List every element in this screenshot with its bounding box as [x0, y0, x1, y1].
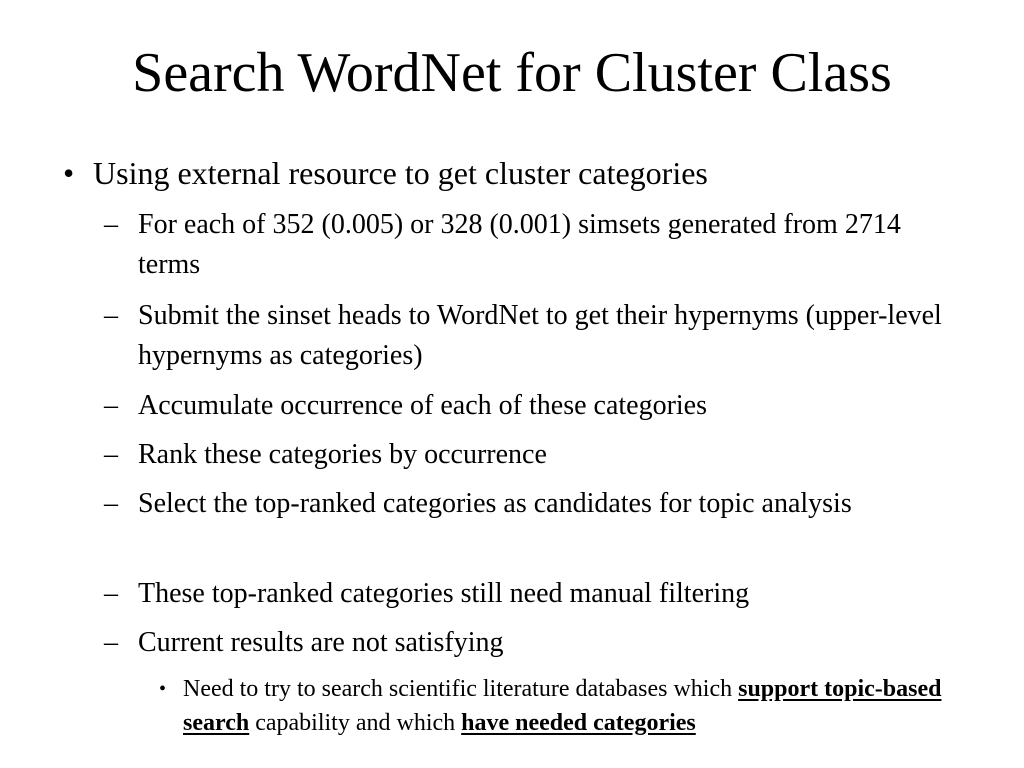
- nested-bullet: [159, 672, 953, 740]
- sub-bullet-text: Rank these categories by occurrence: [138, 439, 547, 470]
- main-bullet: [63, 153, 993, 193]
- sub-bullet-text: Submit the sinset heads to WordNet to get their hypernyms (upper-level hypernyms as categories): [138, 300, 942, 371]
- bullet-marker-level2: –: [104, 578, 118, 609]
- emphasis-support-topic-based-search: support topic-based search: [183, 676, 942, 736]
- sub-bullet-2: [104, 296, 958, 376]
- sub-bullet-3: [104, 386, 958, 426]
- sub-bullet-text: These top-ranked categories still need manual filtering: [138, 578, 750, 609]
- main-bullet-text: Using external resource to get cluster categories: [93, 155, 708, 191]
- bullet-marker-level2: –: [104, 488, 118, 519]
- sub-bullet-4: [104, 435, 958, 475]
- bullet-marker-level3: •: [159, 678, 167, 700]
- sub-bullet-7: [104, 623, 958, 663]
- bullet-marker-level2: –: [104, 439, 118, 470]
- sub-bullet-text: Current results are not satisfying: [138, 627, 504, 658]
- sub-bullet-5: [104, 484, 958, 524]
- bullet-marker-level2: –: [104, 627, 118, 658]
- nested-bullet-text-part1: Need to try to search scientific literature databases which: [183, 676, 739, 702]
- sub-bullet-text: Accumulate occurrence of each of these categories: [138, 390, 708, 421]
- slide-title: Search WordNet for Cluster Class: [132, 42, 892, 104]
- sub-bullet-text: For each of 352 (0.005) or 328 (0.001) simsets generated from 2714 terms: [138, 209, 901, 280]
- bullet-marker-level2: –: [104, 390, 118, 421]
- sub-bullet-6: [104, 574, 958, 614]
- sub-bullet-1: [104, 205, 958, 285]
- nested-bullet-text-part2: capability and which: [249, 710, 462, 736]
- sub-bullet-text: Select the top-ranked categories as candidates for topic analysis: [138, 488, 852, 519]
- bullet-marker-level1: •: [63, 155, 75, 191]
- bullet-marker-level2: –: [104, 209, 118, 240]
- emphasis-have-needed-categories: have needed categories: [461, 710, 696, 736]
- bullet-marker-level2: –: [104, 300, 118, 331]
